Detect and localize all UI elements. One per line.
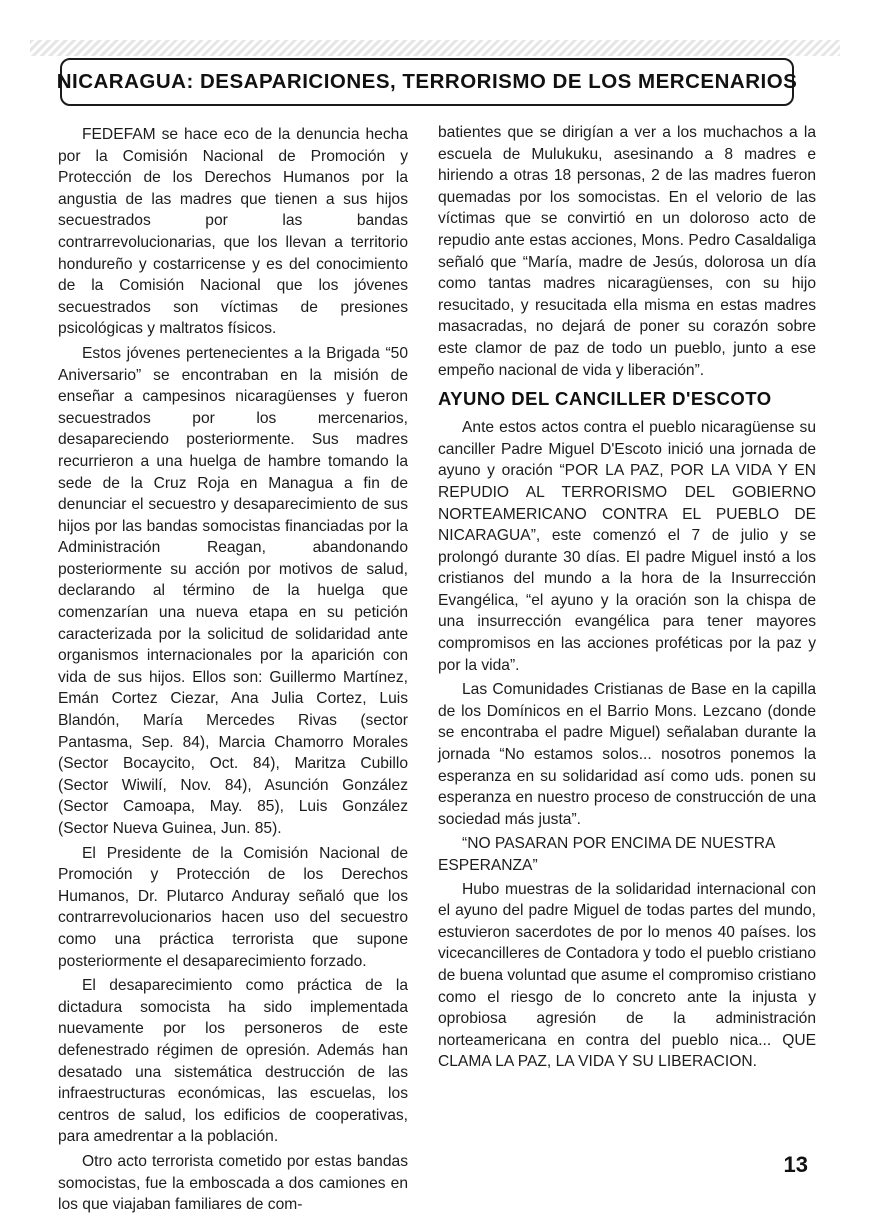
header-band <box>30 40 840 56</box>
left-column <box>58 124 408 1219</box>
paragraph: Las Comunidades Cristianas de Base en la capilla de los Domínicos en el Barrio Mons. Lezcano (donde se encontraba el padre Miguel) señalaban durante la jornada “No estamos solos... nosotros ponemos la esperanza en su solidaridad así como uds. ponen su esperanza en nuestro proceso de construcción de una sociedad más justa”. <box>438 681 816 828</box>
paragraph: Estos jóvenes pertenecientes a la Brigada “50 Aniversario” se encontraban en la misión de enseñar a campesinos nicaragüenses y fueron secuestrados por los mercenarios, desapareciendo posteriormente. Sus madres recurrieron a una huelga de hambre tomando la sede de la Cruz Roja en Managua a fin de denunciar el secuestro y desaparecimiento de sus hijos por las bandas somocistas financiadas por la Administración Reagan, abandonando posteriormente su acción por motivos de salud, declarando al término de la huelga que comenzarían una nueva etapa en su petición caracterizada por la solicitud de solidaridad ante organismos internacionales por la aparición con vida de sus hijos. Ellos son: Guillermo Martínez, Emán Cortez Ciezar, Ana Julia Cortez, Luis Blandón, María Mercedes Rivas (sector Pantasma, Sep. 84), Marcia Chamorro Morales (Sector Bocaycito, Oct. 84), Maritza Cubillo (Sector Wiwilí, Nov. 84), Asunción González (Sector Camoapa, May. 85), Luis González (Sector Nueva Guinea, Jun. 85). <box>58 344 408 837</box>
paragraph: El desaparecimiento como práctica de la dictadura somocista ha sido implementada nuevamente por los personeros de este defenestrado régimen de opresión. Además han desatado una sistemática destrucción de las infraestructuras económicas, las escuelas, los centros de salud, los edificios de cooperativas, para amedrentar a la población. <box>58 977 408 1146</box>
paragraph: batientes que se dirigían a ver a los muchachos a la escuela de Mulukuku, asesinando a 8 madres e hiriendo a otras 18 personas, 2 de las madres fueron quemadas por los somocistas. En el velorio de las víctimas que se convirtió en un doloroso acto de repudio ante estas acciones, Mons. Pedro Casaldaliga señaló que “María, madre de Jesús, dolorosa un día como tantas madres nicaragüenses, con su hijo resucitado, y resucitada ella misma en estas madres masacradas, no dejará de poner su corazón sobre este clamor de paz de todo un pueblo, junto a ese empeño nacional de vida y liberación”. <box>438 124 816 379</box>
section-heading: “NO PASARAN POR ENCIMA DE NUESTRA ESPERANZA” <box>438 835 775 874</box>
paragraph: El Presidente de la Comisión Nacional de Promoción y Protección de los Derechos Humanos, Dr. Plutarco Anduray señaló que los contrarrevolucionarios hacen uso del secuestro como una práctica terrorista que supone posteriormente el desaparecimiento forzado. <box>58 844 408 970</box>
paragraph: Hubo muestras de la solidaridad internacional con el ayuno del padre Miguel de todas partes del mundo, estuvieron sacerdotes de por lo menos 40 países. los vicecancilleres de Contadora y todo el pueblo cristiano de buena voluntad que asume el compromiso cristiano como el riesgo de lo concreto ante la injusta y oprobiosa agresión de la administración norteamericana en contra del pueblo nica... QUE CLAMA LA PAZ, LA VIDA Y SU LIBERACION. <box>438 880 816 1071</box>
title-box <box>56 58 798 106</box>
article-title: NICARAGUA: DESAPARICIONES, TERRORISMO DE LOS MERCENARIOS <box>56 70 798 93</box>
right-column <box>438 122 816 1076</box>
paragraph: Otro acto terrorista cometido por estas bandas somocistas, fue la emboscada a dos camiones en los que viajaban familiares de com- <box>58 1152 408 1214</box>
section-heading: AYUNO DEL CANCILLER D'ESCOTO <box>438 388 772 410</box>
page-number: 13 <box>783 1152 808 1177</box>
paragraph: Ante estos actos contra el pueblo nicaragüense su canciller Padre Miguel D'Escoto inició una jornada de ayuno y oración “POR LA PAZ, POR LA VIDA Y EN REPUDIO AL TERRORISMO DEL GOBIERNO NORTEAMERICANO CONTRA EL PUEBLO DE NICARAGUA”, este comenzó el 7 de julio y se prolongó durante 30 días. El padre Miguel instó a los cristianos del mundo a la hora de la Insurrección Evangélica, “el ayuno y la oración son la chispa de una insurrección evangélica para tener mayores compromisos en las acciones proféticas por la paz y por la vida”. <box>438 419 816 674</box>
paragraph: FEDEFAM se hace eco de la denuncia hecha por la Comisión Nacional de Promoción y Protección de los Derechos Humanos por la angustia de las madres que tienen a sus hijos secuestrados por las bandas contrarrevolucionarias, que los llevan a territorio hondureño y costarricense y es del conocimiento de la Comisión Nacional que los jóvenes secuestrados son víctimas de presiones psicológicas y maltratos físicos. <box>58 126 408 338</box>
